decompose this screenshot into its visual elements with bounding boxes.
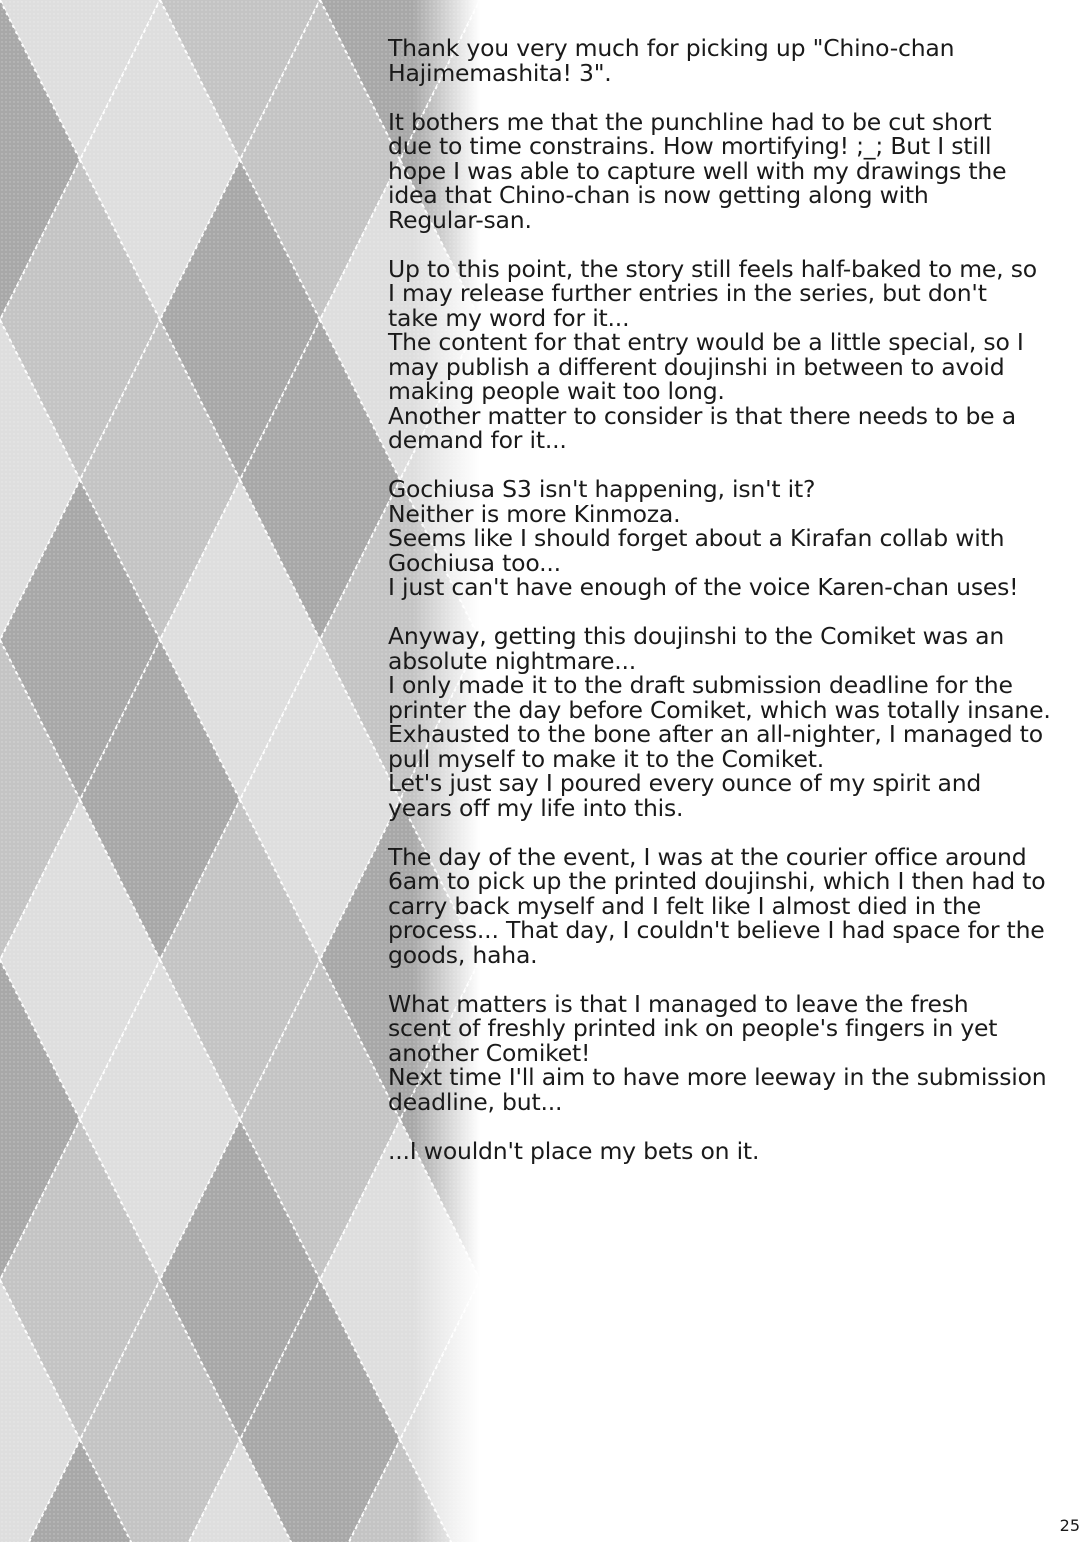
afterword-paragraph [388,624,1060,820]
text-line: pull myself to make it to the Comiket. [388,744,824,773]
text-line: printer the day before Comiket, which was totally insane. [388,695,1051,724]
text-line: I may release further entries in the series, but don't [388,279,987,307]
text-line: ...I wouldn't place my bets on it. [388,1136,760,1165]
text-line: The day of the event, I was at the courier office around [388,842,1027,871]
text-line: The content for that entry would be a little special, so I [388,328,1024,356]
afterword-paragraph [388,989,1060,1116]
text-line: Regular-san. [388,205,532,234]
text-line: Gochiusa S3 isn't happening, isn't it? [388,475,816,503]
text-line: I just can't have enough of the voice Karen-chan uses! [388,573,1019,601]
afterword-paragraph [388,36,1060,85]
text-line: What matters is that I managed to leave the fresh [388,989,969,1018]
text-line: process... That day, I couldn't believe I had space for the [388,916,1045,944]
text-line: hope I was able to capture well with my drawings the [388,156,1007,185]
text-line: idea that Chino-chan is now getting along with [388,181,929,209]
text-line: making people wait too long. [388,377,725,405]
afterword-paragraph [388,107,1060,234]
text-line: take my word for it... [388,303,630,332]
text-line: Neither is more Kinmoza. [388,499,681,528]
text-line: scent of freshly printed ink on people's fingers in yet [388,1014,998,1042]
text-line: absolute nightmare... [388,646,637,675]
text-line: I only made it to the draft submission deadline for the [388,671,1013,699]
text-line: carry back myself and I felt like I almost died in the [388,891,981,920]
text-line: another Comiket! [388,1038,591,1067]
afterword-paragraph [388,477,1060,600]
text-line: may publish a different doujinshi in between to avoid [388,352,1005,381]
afterword-paragraph [388,254,1060,454]
text-line: Gochiusa too... [388,548,561,577]
page-number: 25 [1059,1516,1080,1535]
text-line: Hajimemashita! 3". [388,58,612,87]
afterword-paragraph [388,1136,1060,1165]
text-line: Thank you very much for picking up "Chino-chan [388,34,955,62]
afterword-paragraph [388,842,1060,969]
text-line: It bothers me that the punchline had to be cut short [388,107,992,136]
text-line: Next time I'll aim to have more leeway in the submission [388,1063,1047,1091]
text-line: 6am to pick up the printed doujinshi, which I then had to [388,867,1046,895]
text-line: deadline, but... [388,1087,563,1116]
text-line: demand for it... [388,426,567,454]
text-line: goods, haha. [388,940,538,969]
text-line: Seems like I should forget about a Kirafan collab with [388,524,1005,552]
text-line: due to time constrains. How mortifying! ;_; But I still [388,132,992,160]
text-line: Another matter to consider is that there needs to be a [388,401,1016,430]
text-line: Exhausted to the bone after an all-nighter, I managed to [388,720,1043,748]
text-line: Let's just say I poured every ounce of my spirit and [388,769,982,797]
text-line: Anyway, getting this doujinshi to the Comiket was an [388,622,1005,650]
text-line: Up to this point, the story still feels half-baked to me, so [388,254,1037,283]
text-line: years off my life into this. [388,793,684,822]
afterword-text [388,36,1060,1188]
